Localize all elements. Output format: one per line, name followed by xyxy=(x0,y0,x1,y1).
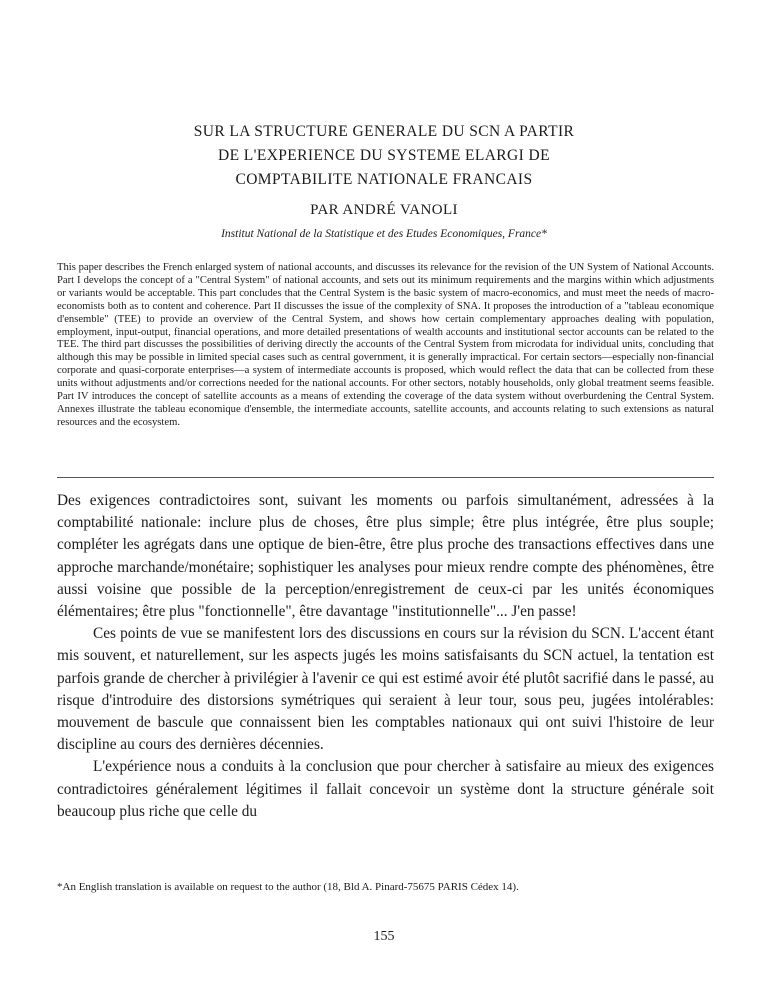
page-number: 155 xyxy=(373,929,395,944)
title-line: DE L'EXPERIENCE DU SYSTEME ELARGI DE xyxy=(218,147,550,164)
author-affiliation: Institut National de la Statistique et des Etudes Economiques, France* xyxy=(221,228,547,240)
footnote: *An English translation is available on request to the author (18, Bld A. Pinard-75675 PARIS Cédex 14). xyxy=(57,881,519,893)
abstract-divider xyxy=(57,477,714,478)
title-line: SUR LA STRUCTURE GENERALE DU SCN A PARTIR xyxy=(193,123,575,140)
body-paragraph: Des exigences contradictoires sont, suivant les moments ou parfois simultanément, adressées à la comptabilité nationale: inclure plus de choses, être plus simple; être plus intégrée, être plus souple; compléter les agrégats dans une optique de bien-être, être plus proche des transactions effectives dans une approche marchande/monétaire; sophistiquer les analyses pour mieux rendre compte des phénomènes, être aussi voisine que possible de la perception/enregistrement de ceux-ci par les unités économiques élémentaires; être plus "fonctionnelle", être davantage "institutionnelle"... J'en passe! xyxy=(57,492,714,621)
body-text xyxy=(57,490,714,823)
author-byline: PAR ANDRÉ VANOLI xyxy=(310,202,458,218)
article-title xyxy=(100,120,668,192)
body-paragraph: L'expérience nous a conduits à la conclusion que pour chercher à satisfaire au mieux des exigences contradictoires généralement légitimes il fallait concevoir un système dont la structure générale soit beaucoup plus riche que celle du xyxy=(57,758,714,820)
title-line: COMPTABILITE NATIONALE FRANCAIS xyxy=(235,171,533,188)
abstract: This paper describes the French enlarged system of national accounts, and discusses its relevance for the revision of the UN System of National Accounts. Part I develops the concept of a "Central System" of national accounts, and sets out its minimum requirements and the margins within which adjustments or variants would be acceptable. This part concludes that the Central System is the basic system of macro-economics, and must meet the needs of macro-economists both as to content and coherence. Part II discusses the issue of the complexity of SNA. It proposes the introduction of a "tableau economique d'ensemble" (TEE) to provide an overview of the Central System, and shows how certain complementary approaches dealing with population, employment, input-output, financial operations, and more detailed presentations of wealth accounts and institutional sector accounts can be related to the TEE. The third part discusses the possibilities of deriving directly the accounts of the Central System from microdata for individual units, concluding that although this may be possible in limited special cases such as central government, it is generally impractical. For certain sectors—especially non-financial corporate and quasi-corporate enterprises—a system of intermediate accounts is proposed, which would reflect the data that can be collected from these units without adjustments and/or corrections needed for the national accounts. For other sectors, notably households, only global treatment seems feasible. Part IV introduces the concept of satellite accounts as a means of extending the coverage of the data system without overburdening the Central System. Annexes illustrate the tableau economique d'ensemble, the intermediate accounts, satellite accounts, and accounts relating to such extensions as natural resources and the ecosystem. xyxy=(57,262,714,428)
body-paragraph: Ces points de vue se manifestent lors des discussions en cours sur la révision du SCN. L'accent étant mis souvent, et naturellement, sur les aspects jugés les moins satisfaisants du SCN actuel, la tentation est parfois grande de chercher à privilégier à l'avenir ce qui est estimé avoir été plutôt sacrifié dans le passé, au risque d'introduire des distorsions symétriques qui seraient à leur tour, sous peu, jugées intolérables: mouvement de bascule que connaissent bien les comptables nationaux qui ont suivi l'histoire de leur discipline au cours des dernières décennies. xyxy=(57,625,714,754)
